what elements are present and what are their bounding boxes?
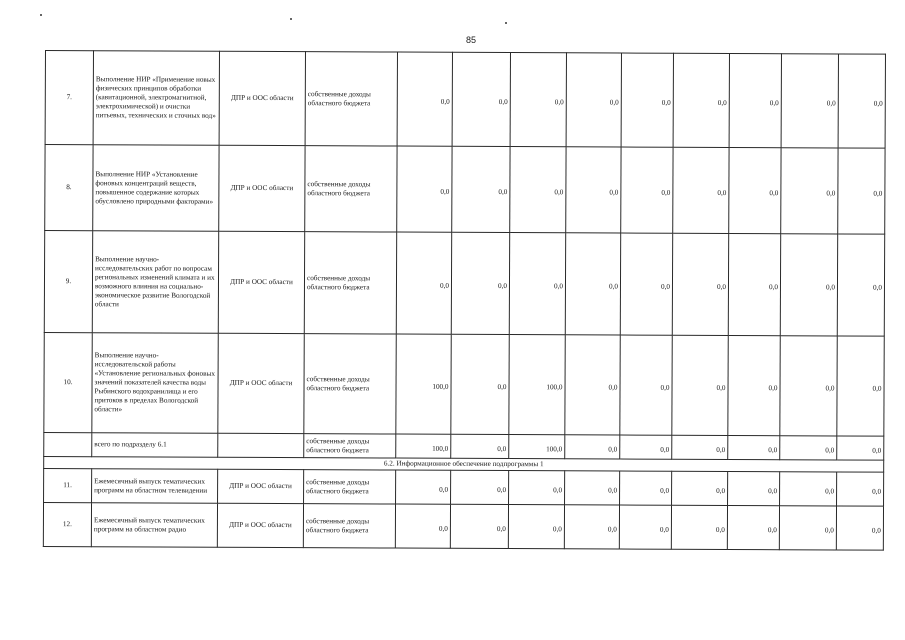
funding-source: собственные доходы областного бюджета	[304, 434, 396, 458]
measure-name: Выполнение научно-исследовательской работы «Установление региональных фоновых значений показателей качества воды Рыбинского водохранилища и его притоков в пределах Вологодской области»	[92, 333, 218, 434]
value-cell: 0,0	[837, 472, 884, 506]
measure-name: Выполнение НИР «Применение новых физических принципов обработки (кавитационной, электромагнитной, электрохимической) и очистки питьевых, технических и сточных вод»	[93, 51, 219, 146]
row-number: 11.	[44, 468, 92, 502]
value-cell: 100,0	[396, 434, 451, 458]
value-cell: 100,0	[396, 334, 451, 434]
row-number: 7.	[45, 51, 93, 145]
value-cell: 0,0	[838, 148, 885, 234]
value-cell: 0,0	[781, 54, 838, 148]
value-cell: 0,0	[451, 470, 509, 504]
value-cell: 0,0	[728, 233, 780, 335]
measure-name: Выполнение научно-исследовательских работ по вопросам региональных изменений климата и их возможного влияния на социально-экономическое развитие Вологодской области	[92, 231, 218, 334]
scan-speck	[290, 18, 292, 20]
value-cell: 0,0	[780, 436, 837, 460]
section-title: 6.2. Информационное обеспечение подпрограммы 1	[44, 456, 884, 472]
value-cell: 0,0	[728, 471, 780, 505]
table-row	[44, 332, 884, 436]
table-row	[44, 231, 884, 337]
table-row	[45, 145, 885, 235]
value-cell: 0,0	[780, 234, 837, 336]
budget-table	[43, 50, 886, 551]
executor: ДПР и ООС области	[219, 145, 305, 231]
value-cell: 0,0	[621, 53, 673, 147]
value-cell: 0,0	[673, 147, 729, 233]
value-cell: 0,0	[396, 470, 451, 504]
value-cell: 0,0	[780, 472, 837, 506]
value-cell: 0,0	[565, 335, 620, 435]
value-cell: 0,0	[564, 505, 619, 549]
value-cell: 0,0	[672, 471, 728, 505]
value-cell: 0,0	[566, 147, 621, 233]
executor	[218, 433, 304, 457]
value-cell: 0,0	[727, 505, 779, 549]
funding-source: собственные доходы областного бюджета	[304, 470, 396, 504]
value-cell: 100,0	[509, 335, 565, 435]
funding-source: собственные доходы областного бюджета	[304, 232, 396, 334]
value-cell: 0,0	[728, 435, 780, 459]
value-cell: 0,0	[510, 147, 566, 233]
value-cell: 0,0	[837, 436, 884, 460]
value-cell: 0,0	[672, 335, 728, 435]
subtotal-row	[44, 432, 884, 460]
subtotal-label: всего по подразделу 6.1	[92, 433, 218, 458]
value-cell: 0,0	[620, 435, 672, 459]
value-cell: 0,0	[509, 471, 565, 505]
row-number	[44, 432, 92, 456]
executor: ДПР и ООС области	[218, 333, 304, 433]
value-cell: 0,0	[620, 335, 672, 435]
funding-source: собственные доходы областного бюджета	[305, 52, 397, 146]
value-cell: 0,0	[397, 52, 452, 146]
row-number: 9.	[44, 231, 92, 333]
value-cell: 0,0	[837, 234, 884, 336]
value-cell: 0,0	[779, 506, 836, 550]
scan-speck	[505, 22, 507, 24]
value-cell: 0,0	[450, 504, 508, 548]
value-cell: 0,0	[565, 471, 620, 505]
value-cell: 0,0	[729, 147, 781, 233]
executor: ДПР и ООС области	[217, 503, 303, 547]
value-cell: 0,0	[729, 53, 781, 147]
value-cell: 0,0	[451, 334, 509, 434]
value-cell: 0,0	[836, 506, 883, 550]
value-cell: 0,0	[619, 505, 671, 549]
value-cell: 100,0	[509, 435, 565, 459]
table-row	[43, 502, 883, 550]
value-cell: 0,0	[621, 147, 673, 233]
value-cell: 0,0	[728, 335, 780, 435]
row-number: 8.	[45, 145, 93, 231]
value-cell: 0,0	[565, 233, 620, 335]
value-cell: 0,0	[451, 232, 509, 334]
funding-source: собственные доходы областного бюджета	[304, 334, 396, 434]
value-cell: 0,0	[452, 52, 510, 146]
value-cell: 0,0	[838, 54, 885, 148]
funding-source: собственные доходы областного бюджета	[305, 146, 397, 232]
scan-speck	[40, 14, 42, 16]
value-cell: 0,0	[508, 505, 564, 549]
value-cell: 0,0	[395, 504, 450, 548]
measure-name: Выполнение НИР «Установление фоновых концентраций веществ, повышенное содержание которых обусловлено природными факторами»	[93, 145, 219, 232]
value-cell: 0,0	[671, 505, 727, 549]
row-number: 10.	[44, 332, 92, 432]
value-cell: 0,0	[566, 53, 621, 147]
table-row	[45, 51, 885, 149]
measure-name: Ежемесячный выпуск тематических программ на областном телевидении	[92, 469, 218, 504]
executor: ДПР и ООС области	[218, 231, 304, 333]
value-cell: 0,0	[620, 233, 672, 335]
value-cell: 0,0	[509, 233, 565, 335]
value-cell: 0,0	[397, 146, 452, 232]
value-cell: 0,0	[620, 471, 672, 505]
value-cell: 0,0	[672, 435, 728, 459]
funding-source: собственные доходы областного бюджета	[303, 504, 395, 548]
page-number: 85	[466, 35, 477, 45]
value-cell: 0,0	[451, 434, 509, 458]
executor: ДПР и ООС области	[219, 51, 305, 145]
value-cell: 0,0	[396, 232, 451, 334]
executor: ДПР и ООС области	[218, 469, 304, 503]
value-cell: 0,0	[837, 336, 884, 436]
table-row	[44, 468, 884, 506]
value-cell: 0,0	[510, 53, 566, 147]
measure-name: Ежемесячный выпуск тематических программ на областном радио	[91, 503, 217, 548]
value-cell: 0,0	[672, 233, 728, 335]
value-cell: 0,0	[780, 336, 837, 436]
value-cell: 0,0	[452, 146, 510, 232]
value-cell: 0,0	[673, 53, 729, 147]
value-cell: 0,0	[565, 435, 620, 459]
row-number: 12.	[43, 502, 91, 546]
value-cell: 0,0	[781, 148, 838, 234]
